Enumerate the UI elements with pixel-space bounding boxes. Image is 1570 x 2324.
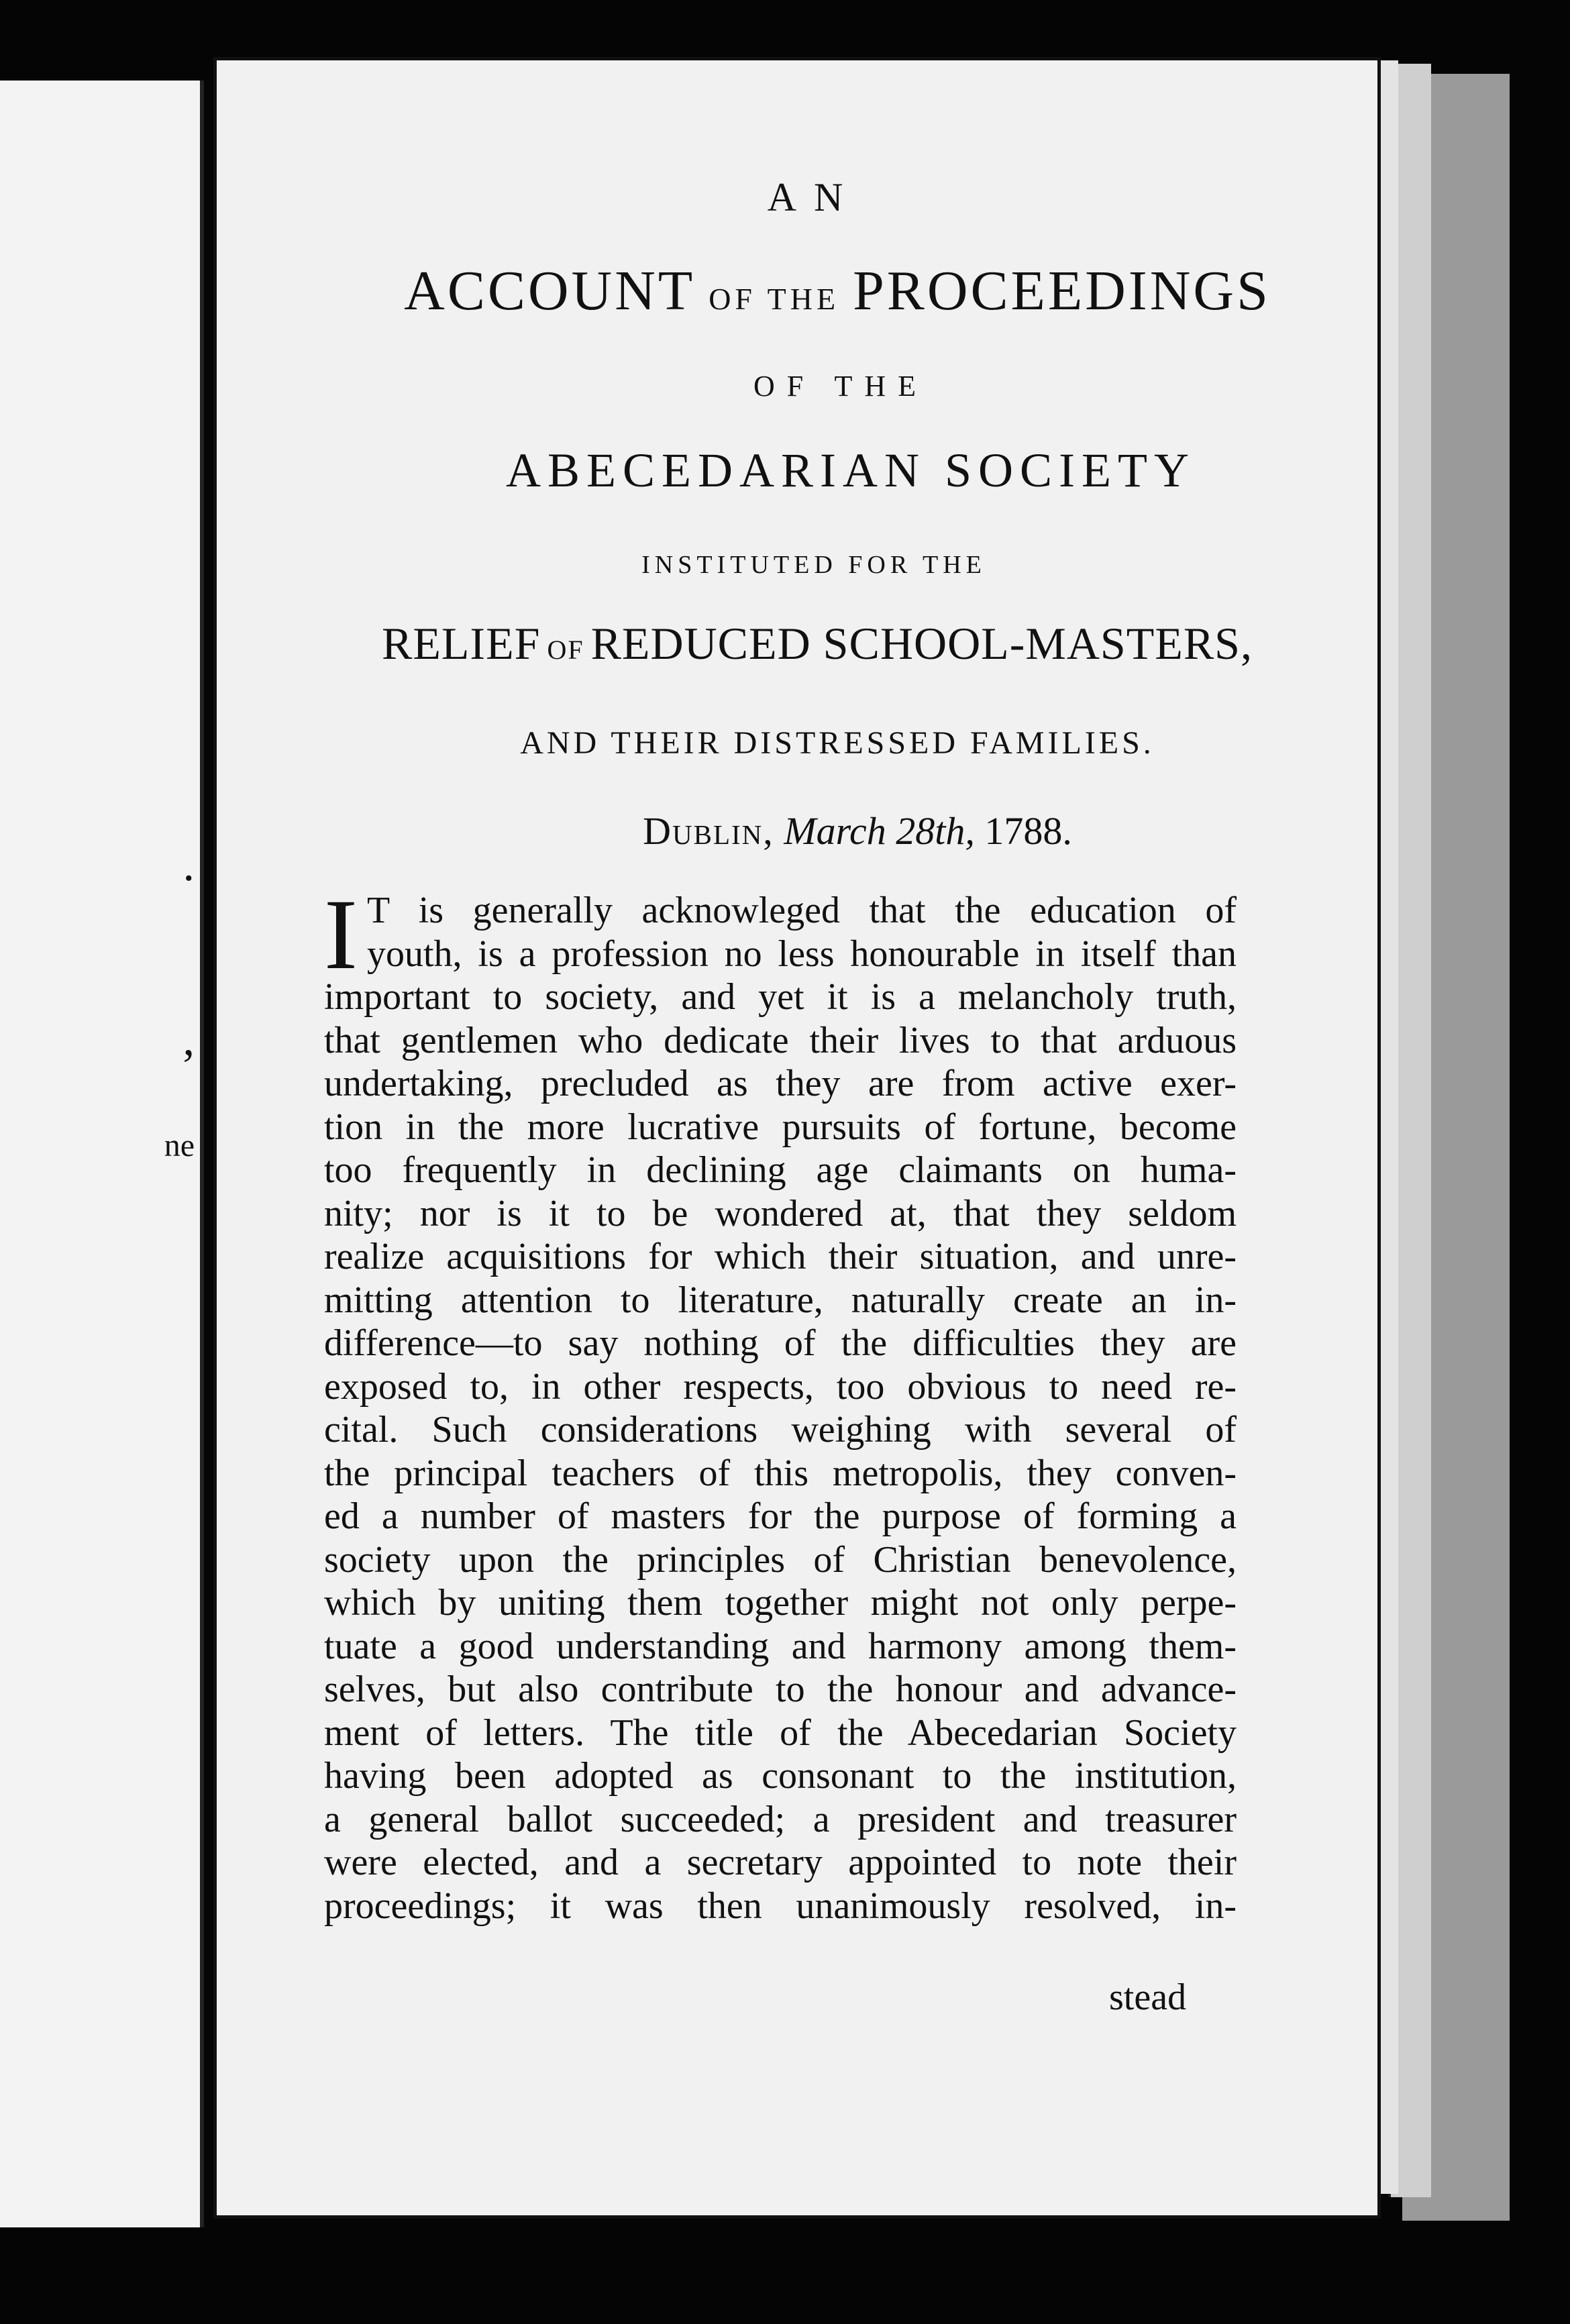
text-line: tion in the more lucrative pursuits of fortune, become [324,1106,1237,1148]
text-line: were elected, and a secretary appointed to note their [324,1842,1237,1883]
text-line: difference—to say nothing of the difficulties they are [324,1322,1237,1364]
text-line: mitting attention to literature, naturally create an in- [324,1279,1237,1321]
title-of-the: OF THE [753,370,928,403]
catchword: stead [1109,1976,1187,2018]
text-line: realize acquisitions for which their situation, and unre- [324,1236,1237,1277]
drop-cap: I [324,879,358,990]
facing-page [0,81,204,2227]
text-line: undertaking, precluded as they are from active exer- [324,1063,1237,1104]
facing-page-mark: ne [164,1128,195,1163]
text-line: ment of letters. The title of the Abecedarian Society [324,1711,1237,1754]
dateline: Dublin, March 28th, 1788. [643,809,1072,853]
text-line: the principal teachers of this metropolis, they conven- [324,1452,1237,1494]
title-society: ABECEDARIAN SOCIETY [506,443,1196,497]
text-line: selves, but also contribute to the honour and advance- [324,1669,1237,1710]
text-line: cital. Such considerations weighing with several of [324,1409,1237,1450]
document-page [213,57,1381,2219]
text-line: tuate a good understanding and harmony among them- [324,1625,1237,1667]
facing-page-mark: . [182,839,195,891]
text-line: proceedings; it was then unanimously resolved, in- [324,1885,1237,1927]
title-relief: RELIEF OF REDUCED SCHOOL-MASTERS, [382,618,1253,669]
text-line: youth, is a profession no less honourable in itself than [366,933,1237,975]
text-line: exposed to, in other respects, too obvious to need re- [324,1365,1237,1408]
text-line: a general ballot succeeded; a president and treasurer [324,1798,1237,1840]
text-line: having been adopted as consonant to the institution, [324,1755,1237,1797]
title-account: ACCOUNT OF THE PROCEEDINGS [404,260,1271,322]
title-families: AND THEIR DISTRESSED FAMILIES. [520,725,1155,761]
body-paragraph [324,879,1237,1927]
facing-page-mark: , [182,1014,195,1065]
text-line: that gentlemen who dedicate their lives to that arduous [324,1019,1237,1061]
text-line: ed a number of masters for the purpose of forming a [324,1495,1237,1537]
text-line: important to society, and yet it is a melancholy truth, [324,976,1237,1018]
text-line: too frequently in declining age claimants on huma- [324,1149,1237,1191]
text-line: which by uniting them together might not only perpe- [324,1582,1237,1624]
text-line: society upon the principles of Christian benevolence, [324,1538,1237,1581]
title-instituted: INSTITUTED FOR THE [641,551,986,579]
text-line: nity; nor is it to be wondered at, that they seldom [324,1192,1237,1234]
title-an: AN [767,175,861,219]
text-line: T is generally acknowleged that the education of [366,890,1237,931]
